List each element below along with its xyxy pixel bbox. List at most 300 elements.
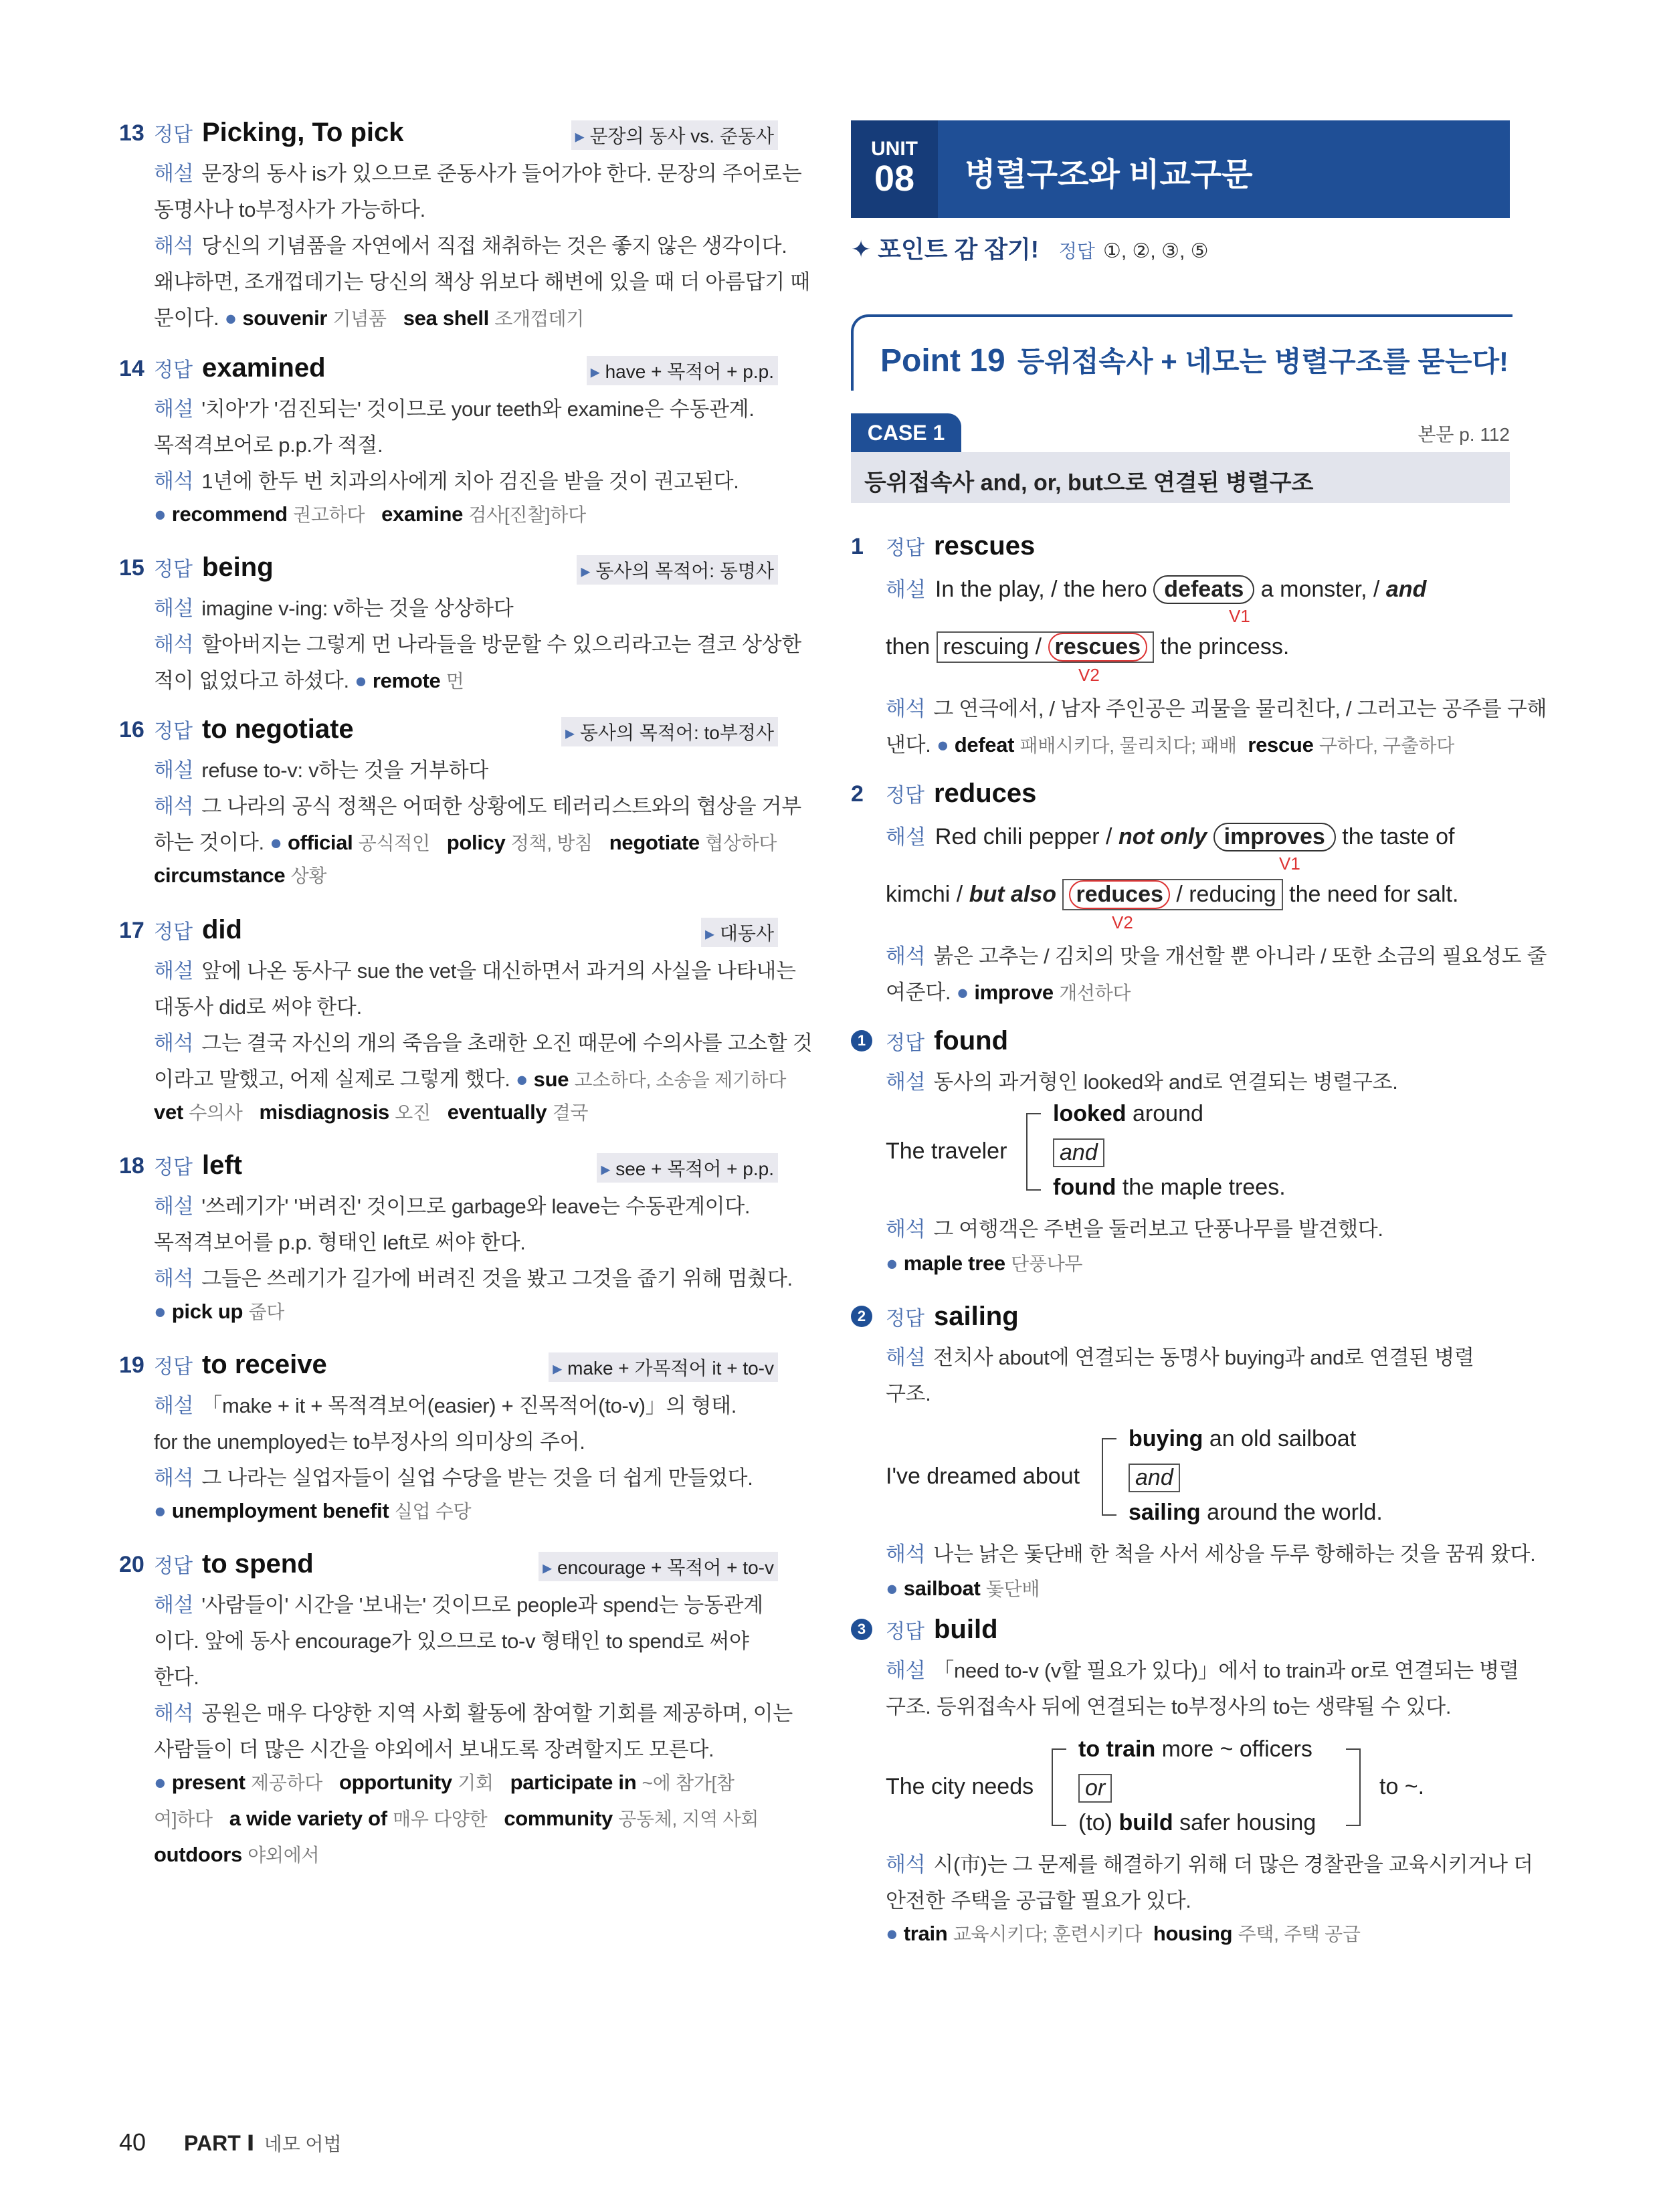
explain-label: 해설 (154, 162, 194, 185)
text-line (154, 193, 425, 223)
translation-line (886, 1212, 1383, 1242)
sentence-part: a monster, / (1260, 577, 1380, 602)
vocab-line (154, 1841, 319, 1868)
translate-label: 해석 (886, 944, 926, 968)
case-bar (851, 452, 1510, 503)
vocab-def: 검사[진찰]하다 (468, 504, 586, 525)
grammar-tag: ▸ 문장의 동사 vs. 준동사 (571, 120, 778, 150)
explain-label: 해설 (886, 578, 926, 601)
line-text: 한다. (154, 1666, 199, 1689)
bullet-icon: ● (886, 1251, 898, 1275)
v1-word: improves (1213, 823, 1336, 851)
vocab-word: maple tree (903, 1251, 1005, 1275)
conjunction: not only (1118, 824, 1207, 849)
explain-line (886, 1653, 1519, 1684)
answer: examined (201, 353, 326, 383)
text-line (154, 1189, 750, 1219)
text-line (154, 825, 777, 856)
choice-wrong: / reducing (1176, 882, 1276, 907)
bullet-icon: ● (515, 1068, 528, 1091)
text-line (154, 1461, 753, 1491)
bullet-icon: ● (154, 1499, 167, 1522)
parallel-conj (1078, 1774, 1112, 1803)
grammar-tag: ▸ encourage + 목적어 + to-v (539, 1552, 778, 1581)
parallel-bracket (1102, 1438, 1116, 1516)
line-text: '치아'가 '검진되는' 것이므로 your teeth와 examine은 수동관계. (201, 397, 755, 421)
vocab-word: negotiate (609, 831, 700, 854)
item-number: 20 (119, 1552, 144, 1577)
point-number: Point 19 (880, 343, 1005, 379)
text-line (154, 157, 801, 187)
answer-line (154, 915, 242, 945)
item-number: 19 (119, 1352, 144, 1378)
line-text: 앞에 나온 동사구 sue the vet을 대신하면서 과거의 사실을 나타내는 (201, 959, 796, 983)
bullet-icon: ● (355, 669, 367, 692)
vocab-def: 줍다 (248, 1302, 285, 1322)
sentence-part: Red chili pepper / (935, 824, 1112, 849)
part-label (184, 2130, 342, 2156)
text-line (154, 990, 362, 1020)
parallel-bold: looked (1053, 1101, 1127, 1126)
answer: Picking, To pick (201, 118, 404, 147)
vocab-def: 야외에서 (248, 1845, 320, 1866)
line-text: 그는 결국 자신의 개의 죽음을 초래한 오진 때문에 수의사를 고소할 것 (201, 1031, 813, 1055)
vocab-word: sea shell (403, 306, 489, 330)
feel-values: ①, ②, ③, ⑤ (1102, 240, 1209, 262)
translate-label: 해석 (154, 470, 194, 493)
parallel-bold: buying (1129, 1426, 1203, 1451)
circled-number: 3 (851, 1619, 872, 1640)
explain-line (886, 1065, 1398, 1095)
vocab-line (154, 1298, 284, 1324)
text-line (154, 1425, 585, 1455)
line-text: 당신의 기념품을 자연에서 직접 채취하는 것은 좋지 않은 생각이다. (201, 234, 787, 258)
sentence-line (886, 879, 1458, 910)
conjunction: and (1385, 577, 1427, 602)
vocab-def: 돛단배 (985, 1579, 1040, 1599)
bullet-icon: ● (886, 1577, 898, 1600)
parallel-rest: around (1126, 1101, 1203, 1126)
bullet-icon: ● (154, 1300, 167, 1323)
parallel-bold: sailing (1129, 1500, 1201, 1525)
feel-label: 정답 (1058, 241, 1095, 262)
text-line (154, 1225, 526, 1255)
text-line (154, 627, 801, 658)
explain-line (886, 1690, 1451, 1720)
diagram-subject: The traveler (886, 1138, 1007, 1164)
translation-text: 여준다. (886, 981, 951, 1004)
text-line (154, 789, 801, 819)
line-text: 이라고 말했고, 어제 실제로 그렇게 했다. (154, 1068, 510, 1091)
answer: to receive (201, 1350, 327, 1379)
answer: sailing (933, 1302, 1019, 1331)
case-text: 등위접속사 and, or, but으로 연결된 병렬구조 (864, 470, 1314, 496)
vocab-line (154, 1497, 471, 1524)
parallel-bottom (1078, 1810, 1316, 1836)
line-text: 할아버지는 그렇게 먼 나라들을 방문할 수 있으리라고는 결코 상상한 (201, 633, 801, 656)
answer-label: 정답 (154, 921, 193, 943)
answer: being (201, 552, 274, 582)
item-number: 13 (119, 120, 144, 146)
translation-line (886, 975, 1131, 1005)
answer-label: 정답 (886, 785, 924, 807)
sentence-part: In the play, / the hero (935, 577, 1147, 602)
v1-mark: V1 (1229, 606, 1250, 626)
text-line (154, 1624, 749, 1654)
line-text: 「make + it + 목적격보어(easier) + 진목적어(to-v)」의 형태. (201, 1394, 737, 1417)
answer-label: 정답 (154, 1157, 193, 1179)
translate-label: 해석 (886, 697, 926, 720)
item-number: 18 (119, 1153, 144, 1179)
case-page-ref: 본문 p. 112 (1418, 424, 1510, 445)
explain-label: 해설 (886, 1659, 926, 1682)
unit-header (851, 120, 1510, 218)
vocab-def: 정책, 방침 (510, 833, 593, 853)
answer-label: 정답 (154, 1356, 193, 1378)
item-number: 1 (851, 534, 864, 559)
explain-text: 동사의 과거형인 looked와 and로 연결되는 병렬구조. (933, 1070, 1398, 1094)
vocab-word: official (287, 831, 353, 854)
vocab-word: opportunity (338, 1771, 452, 1794)
answer-label: 정답 (154, 124, 193, 146)
vocab-word: participate in (510, 1771, 637, 1794)
item-number: 17 (119, 918, 144, 943)
parallel-bottom (1129, 1500, 1383, 1526)
text-line (154, 265, 810, 295)
vocab-def: 공식적인 (358, 833, 430, 853)
translation-text: 안전한 주택을 공급할 필요가 있다. (886, 1889, 1191, 1912)
translate-label: 해석 (886, 1542, 926, 1566)
text-line (154, 753, 488, 783)
part-title: PART Ⅰ (184, 2131, 255, 2155)
parallel-bottom (1053, 1175, 1286, 1201)
vocab-line (154, 1098, 588, 1125)
vocab-def: 조개껍데기 (494, 308, 585, 329)
diagram-subject: I've dreamed about (886, 1464, 1080, 1489)
translation-text: 낸다. (886, 733, 931, 757)
vocab-def: 협상하다 (705, 833, 777, 853)
text-line (154, 1732, 714, 1763)
circled-number: 1 (851, 1030, 872, 1051)
explain-label: 해설 (154, 759, 194, 782)
answer-label: 정답 (154, 1555, 193, 1577)
parallel-rest: more ~ officers (1155, 1736, 1312, 1762)
answer-line (886, 1615, 998, 1645)
translation-line (886, 939, 1547, 969)
line-text: for the unemployed는 to부정사의 의미상의 주어. (154, 1430, 585, 1453)
answer-label: 정답 (154, 559, 193, 581)
explain-label: 해설 (154, 959, 194, 983)
answer-line (154, 1549, 314, 1579)
vocab-word: a wide variety of (229, 1807, 387, 1830)
choice-correct: rescues (1048, 633, 1148, 662)
explain-line (886, 1340, 1474, 1371)
line-text: refuse to-v: v하는 것을 거부하다 (201, 759, 489, 782)
vocab-def: 실업 수당 (394, 1501, 472, 1522)
parallel-rest: (to) (1078, 1810, 1119, 1835)
sentence-part: kimchi / (886, 882, 963, 907)
vocab-def: 제공하다 (250, 1773, 322, 1793)
answer: did (201, 915, 242, 944)
vocab-word: vet (154, 1100, 183, 1124)
vocab-def: 매우 다양한 (393, 1809, 488, 1829)
text-line (154, 1262, 793, 1292)
explain-label: 해설 (154, 1593, 194, 1617)
diagram-tail: to ~. (1379, 1774, 1425, 1799)
item-number: 16 (119, 717, 144, 742)
v2-mark: V2 (1078, 665, 1100, 685)
explain-text: 「need to-v (v할 필요가 있다)」에서 to train과 or로 연결되는 병렬 (933, 1659, 1519, 1682)
vocab-line (154, 1769, 735, 1795)
explain-label: 해설 (154, 597, 194, 620)
vocab-word: sue (533, 1068, 569, 1091)
grammar-tag: ▸ 동사의 목적어: 동명사 (577, 555, 778, 585)
vocab-word: community (504, 1807, 613, 1830)
part-subtitle: 네모 어법 (264, 2134, 342, 2154)
vocab-word: improve (974, 981, 1054, 1004)
translation-text: 그 연극에서, / 남자 주인공은 괴물을 물리친다, / 그러고는 공주를 구해 (933, 697, 1547, 720)
parallel-bold: to train (1078, 1736, 1156, 1762)
line-text: '쓰레기가' '버려진' 것이므로 garbage와 leave는 수동관계이다. (201, 1195, 751, 1218)
parallel-bold: found (1053, 1175, 1116, 1200)
translate-label: 해석 (154, 1702, 194, 1725)
line-text: 대동사 did로 써야 한다. (154, 995, 362, 1019)
parallel-bracket (1052, 1748, 1066, 1826)
conj-box: and (1053, 1138, 1104, 1167)
item-number: 15 (119, 555, 144, 581)
answer-line (154, 1350, 327, 1380)
case-label: CASE 1 (851, 413, 961, 452)
answer-line (886, 779, 1036, 809)
explain-text: 구조. (886, 1382, 931, 1405)
vocab-word: housing (1153, 1922, 1233, 1945)
sentence-line (886, 631, 1289, 663)
text-line (154, 392, 755, 422)
unit-number: 08 (874, 159, 915, 199)
explain-label: 해설 (154, 397, 194, 421)
answer-line (154, 353, 326, 383)
vocab-word: recommend (171, 502, 288, 526)
answer: left (201, 1150, 242, 1180)
vocab-word: outdoors (154, 1843, 242, 1866)
vocab-word: rescue (1248, 733, 1314, 757)
parallel-rest: the maple trees. (1116, 1175, 1286, 1200)
choice-box (1062, 879, 1282, 910)
point-subtitle: 등위접속사 + 네모는 병렬구조를 묻는다! (1017, 346, 1509, 377)
vocab-line (886, 1249, 1082, 1276)
parallel-bracket (1026, 1113, 1041, 1191)
parallel-rest: safer housing (1173, 1810, 1316, 1835)
answer-label: 정답 (886, 1308, 924, 1330)
text-line (154, 1062, 786, 1092)
explain-text: 전치사 about에 연결되는 동명사 buying과 and로 연결된 병렬 (933, 1346, 1474, 1369)
translation-text: 붉은 고추는 / 김치의 맛을 개선할 뿐 아니라 / 또한 소금의 필요성도 줄 (933, 944, 1547, 968)
conj-box: and (1129, 1464, 1180, 1492)
line-text: 문이다. (154, 306, 219, 330)
answer: reduces (933, 779, 1037, 808)
line-text: 그들은 쓰레기가 길가에 버려진 것을 봤고 그것을 줍기 위해 멈췄다. (201, 1267, 793, 1290)
vocab-word: eventually (447, 1100, 547, 1124)
vocab-def: 수의사 (189, 1102, 243, 1123)
line-text: 사람들이 더 많은 시간을 야외에서 보내도록 장려할지도 모른다. (154, 1738, 714, 1761)
parallel-top (1053, 1101, 1203, 1127)
vocab-def: 구하다, 구출하다 (1319, 735, 1455, 756)
point-box (851, 314, 1512, 391)
parallel-top (1129, 1426, 1356, 1452)
vocab-word: circumstance (154, 864, 286, 887)
vocab-def: 교육시키다; 훈련시키다 (953, 1924, 1143, 1944)
answer-line (154, 118, 404, 148)
text-line (154, 301, 584, 331)
conjunction: but also (969, 882, 1057, 907)
bullet-icon: ● (224, 306, 237, 330)
choice-correct: reduces (1069, 880, 1169, 909)
explain-label: 해설 (154, 1195, 194, 1218)
parallel-bold: build (1118, 1810, 1173, 1835)
sentence-part: then (886, 634, 931, 660)
parallel-top (1078, 1736, 1312, 1763)
vocab-word: remote (372, 669, 441, 692)
vocab-word: pick up (171, 1300, 243, 1323)
vocab-word: unemployment benefit (171, 1499, 389, 1522)
vocab-word: train (903, 1922, 948, 1945)
translate-label: 해석 (154, 795, 194, 818)
v1-word: defeats (1153, 575, 1254, 604)
sentence-part: the need for salt. (1289, 882, 1459, 907)
sentence-part: the princess. (1160, 634, 1290, 660)
bullet-icon: ● (270, 831, 282, 854)
bullet-icon: ● (154, 1771, 167, 1794)
answer-label: 정답 (154, 359, 193, 381)
grammar-tag: ▸ see + 목적어 + p.p. (597, 1153, 778, 1183)
unit-title: 병렬구조와 비교구문 (965, 157, 1253, 193)
page-number: 40 (119, 2128, 147, 2156)
explain-label: 해설 (886, 1346, 926, 1369)
bullet-icon: ● (936, 733, 949, 757)
grammar-tag: ▸ 동사의 목적어: to부정사 (561, 717, 778, 746)
diagram-subject: The city needs (886, 1774, 1034, 1799)
explain-label: 해설 (886, 825, 926, 849)
translation-line (886, 692, 1547, 722)
answer-line (154, 1150, 242, 1181)
sentence-line (886, 573, 1426, 604)
translate-label: 해석 (154, 1031, 194, 1055)
line-text: 문장의 동사 is가 있으므로 준동사가 들어가야 한다. 문장의 주어로는 (201, 162, 802, 185)
line-text: 1년에 한두 번 치과의사에게 치아 검진을 받을 것이 권고된다. (201, 470, 739, 493)
line-text: 동명사나 to부정사가 가능하다. (154, 198, 425, 221)
line-text: 그 나라의 공식 정책은 어떠한 상황에도 테러리스트와의 협상을 거부 (201, 795, 801, 818)
bullet-icon: ● (886, 1922, 898, 1945)
vocab-def: 권고하다 (293, 504, 365, 525)
v1-mark: V1 (1279, 853, 1300, 874)
vocab-line (154, 500, 586, 527)
translation-line (886, 1884, 1191, 1914)
line-text: 적이 없었다고 하셨다. (154, 669, 349, 692)
vocab-def: 결국 (552, 1102, 589, 1123)
vocab-def: 먼 (446, 671, 464, 692)
bullet-icon: ● (956, 981, 969, 1004)
line-text: 목적격보어를 p.p. 형태인 left로 써야 한다. (154, 1231, 526, 1254)
translation-line (886, 728, 1454, 758)
translation-line (886, 1847, 1533, 1878)
translation-text: 그 여행객은 주변을 둘러보고 단풍나무를 발견했다. (933, 1217, 1383, 1241)
text-line (154, 1026, 813, 1056)
circled-number: 2 (851, 1306, 872, 1327)
sentence-part: the taste of (1342, 824, 1455, 849)
answer-line (154, 552, 274, 583)
vocab-def: 상황 (290, 866, 327, 886)
text-line (154, 428, 383, 458)
vocab-def: 여]하다 (154, 1809, 213, 1829)
answer: to spend (201, 1549, 314, 1579)
parallel-rest: around the world. (1200, 1500, 1383, 1525)
answer-label: 정답 (886, 1032, 924, 1054)
translate-label: 해석 (886, 1853, 926, 1876)
vocab-line (886, 1920, 1361, 1946)
vocab-def: 공동체, 지역 사회 (618, 1809, 759, 1829)
text-line (154, 1660, 199, 1690)
answer: to negotiate (201, 714, 354, 744)
vocab-line (886, 1575, 1040, 1601)
translation-line (886, 1537, 1536, 1567)
sentence-line (886, 820, 1455, 851)
line-text: '사람들이' 시간을 '보내는' 것이므로 people과 spend는 능동관계 (201, 1593, 763, 1617)
line-text: 이다. 앞에 동사 encourage가 있으므로 to-v 형태인 to spend로 써야 (154, 1629, 749, 1653)
vocab-def: 기회 (458, 1773, 494, 1793)
line-text: 하는 것이다. (154, 831, 264, 854)
line-text: imagine v-ing: v하는 것을 상상하다 (201, 597, 514, 620)
vocab-word: present (171, 1771, 246, 1794)
explain-line (886, 1377, 931, 1407)
translate-label: 해석 (886, 1217, 926, 1241)
vocab-def: 오진 (395, 1102, 431, 1123)
text-line (154, 1389, 737, 1419)
translate-label: 해석 (154, 1267, 194, 1290)
vocab-def: 개선하다 (1059, 983, 1131, 1003)
translate-label: 해석 (154, 1466, 194, 1490)
vocab-word: souvenir (242, 306, 328, 330)
vocab-word: sailboat (903, 1577, 981, 1600)
answer-line (886, 1302, 1019, 1332)
text-line (154, 591, 513, 621)
point-feel (851, 231, 1209, 265)
answer-label: 정답 (154, 720, 193, 742)
answer: build (933, 1615, 998, 1644)
explain-label: 해설 (886, 1070, 926, 1094)
answer-line (886, 1026, 1008, 1056)
vocab-line (154, 862, 326, 888)
answer-label: 정답 (886, 537, 924, 559)
vocab-word: examine (381, 502, 464, 526)
conj-box: or (1078, 1774, 1112, 1803)
explain-text: 구조. 등위접속사 뒤에 연결되는 to부정사의 to는 생략될 수 있다. (886, 1695, 1452, 1718)
answer: rescues (933, 531, 1036, 561)
vocab-word: misdiagnosis (259, 1100, 389, 1124)
text-line (154, 664, 464, 694)
grammar-tag: ▸ have + 목적어 + p.p. (587, 356, 778, 385)
line-text: 공원은 매우 다양한 지역 사회 활동에 참여할 기회를 제공하며, 이는 (201, 1702, 793, 1725)
explain-label: 해설 (154, 1394, 194, 1417)
line-text: 그 나라는 실업자들이 실업 수당을 받는 것을 더 쉽게 만들었다. (201, 1466, 753, 1490)
unit-tab (851, 120, 938, 218)
parallel-conj (1053, 1138, 1104, 1167)
v2-mark: V2 (1112, 912, 1133, 932)
line-text: 목적격보어로 p.p.가 적절. (154, 433, 383, 457)
vocab-def: 주택, 주택 공급 (1238, 1924, 1361, 1944)
parallel-rest: an old sailboat (1203, 1426, 1357, 1451)
choice-box (937, 631, 1154, 663)
vocab-def: ~에 참가[참 (642, 1773, 735, 1793)
